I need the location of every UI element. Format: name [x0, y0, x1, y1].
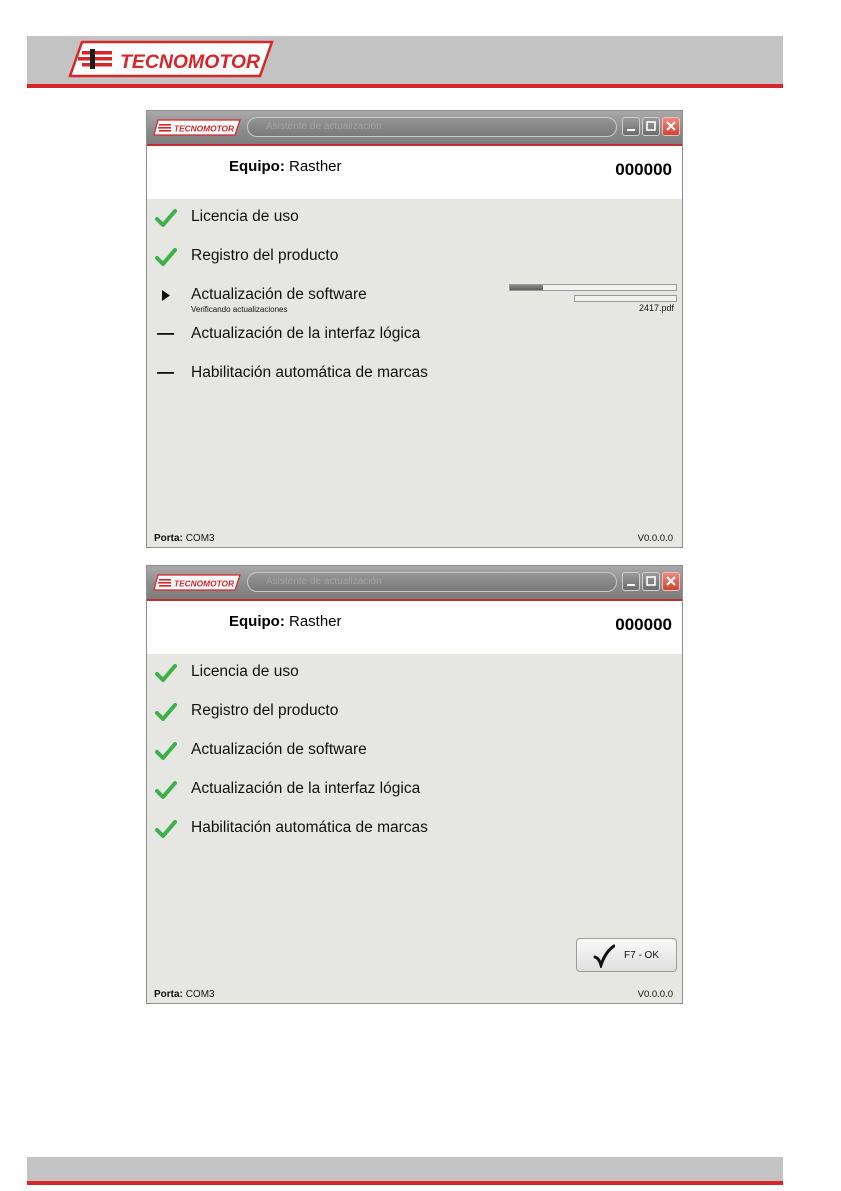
- step-label: Registro del producto: [191, 247, 339, 264]
- play-arrow-icon: [155, 286, 177, 306]
- svg-text:TECNOMOTOR: TECNOMOTOR: [120, 52, 261, 73]
- page-footer-band: [27, 1157, 783, 1181]
- dash-icon: [155, 325, 177, 345]
- current-file-name: 2417.pdf: [638, 303, 674, 313]
- step-label: Actualización de la interfaz lógica: [191, 780, 421, 797]
- ok-button-label: F7 - OK: [624, 950, 660, 961]
- version-label: V0.0.0.0: [637, 533, 673, 544]
- step-habilitacion-marcas: [147, 364, 682, 388]
- tecnomotor-logo: [68, 40, 274, 78]
- close-button[interactable]: [662, 572, 680, 591]
- maximize-icon: [643, 118, 659, 135]
- port-value: COM3: [185, 989, 215, 1000]
- device-label-key: Equipo:: [229, 158, 285, 175]
- titlebar-logo: [153, 119, 241, 136]
- device-serial: 000000: [615, 615, 672, 634]
- step-label: Actualización de la interfaz lógica: [191, 325, 421, 342]
- check-icon: [155, 741, 177, 761]
- overall-progress-bar: [509, 284, 677, 291]
- step-registro: [147, 702, 682, 726]
- version-label: V0.0.0.0: [637, 989, 673, 1000]
- step-registro: [147, 247, 682, 271]
- window-titlebar[interactable]: [147, 566, 682, 599]
- step-interfaz-logica: [147, 325, 682, 349]
- minimize-icon: [623, 573, 639, 590]
- check-icon: [155, 247, 177, 267]
- device-label: [229, 158, 342, 175]
- minimize-button[interactable]: [622, 117, 640, 136]
- maximize-button[interactable]: [642, 572, 660, 591]
- step-actualizacion-software: [147, 741, 682, 765]
- svg-text:TECNOMOTOR: TECNOMOTOR: [174, 578, 235, 589]
- f7-ok-button[interactable]: [576, 938, 677, 972]
- close-icon: [663, 118, 679, 135]
- dash-icon: [155, 364, 177, 384]
- step-habilitacion-marcas: [147, 819, 682, 843]
- check-icon: [155, 208, 177, 228]
- close-icon: [663, 573, 679, 590]
- step-label: Habilitación automática de marcas: [191, 364, 428, 381]
- device-info-bar: [147, 601, 682, 654]
- minimize-button[interactable]: [622, 572, 640, 591]
- step-label: Actualización de software: [191, 286, 367, 303]
- update-wizard-window-1: [146, 110, 683, 548]
- port-status: [154, 989, 215, 1000]
- step-label: Registro del producto: [191, 702, 339, 719]
- device-serial: 000000: [615, 160, 672, 179]
- titlebar-logo: [153, 574, 241, 591]
- step-label: Licencia de uso: [191, 208, 299, 225]
- step-label: Habilitación automática de marcas: [191, 819, 428, 836]
- close-button[interactable]: [662, 117, 680, 136]
- window-title: Asistente de actualización: [247, 572, 617, 592]
- page-footer-rule: [27, 1181, 783, 1185]
- port-label: Porta:: [154, 989, 183, 1000]
- check-icon: [155, 702, 177, 722]
- port-label: Porta:: [154, 533, 183, 544]
- file-progress-bar: [574, 295, 677, 302]
- window-title: Asistente de actualización: [247, 117, 617, 137]
- maximize-icon: [643, 573, 659, 590]
- step-label: Actualización de software: [191, 741, 367, 758]
- step-label: Licencia de uso: [191, 663, 299, 680]
- checkmark-icon: [593, 944, 615, 968]
- device-label-key: Equipo:: [229, 613, 285, 630]
- port-status: [154, 533, 215, 544]
- device-info-bar: [147, 146, 682, 199]
- overall-progress-fill: [510, 285, 543, 290]
- maximize-button[interactable]: [642, 117, 660, 136]
- check-icon: [155, 663, 177, 683]
- port-value: COM3: [185, 533, 215, 544]
- svg-text:TECNOMOTOR: TECNOMOTOR: [174, 123, 235, 134]
- page-header-rule: [27, 84, 783, 88]
- check-icon: [155, 819, 177, 839]
- device-name: Rasther: [289, 613, 342, 630]
- minimize-icon: [623, 118, 639, 135]
- check-icon: [155, 780, 177, 800]
- step-licencia: [147, 663, 682, 687]
- step-interfaz-logica: [147, 780, 682, 804]
- step-licencia: [147, 208, 682, 232]
- step-sublabel: Verificando actualizaciones: [191, 305, 288, 314]
- update-wizard-window-2: [146, 565, 683, 1004]
- device-label: [229, 613, 342, 630]
- window-titlebar[interactable]: [147, 111, 682, 144]
- device-name: Rasther: [289, 158, 342, 175]
